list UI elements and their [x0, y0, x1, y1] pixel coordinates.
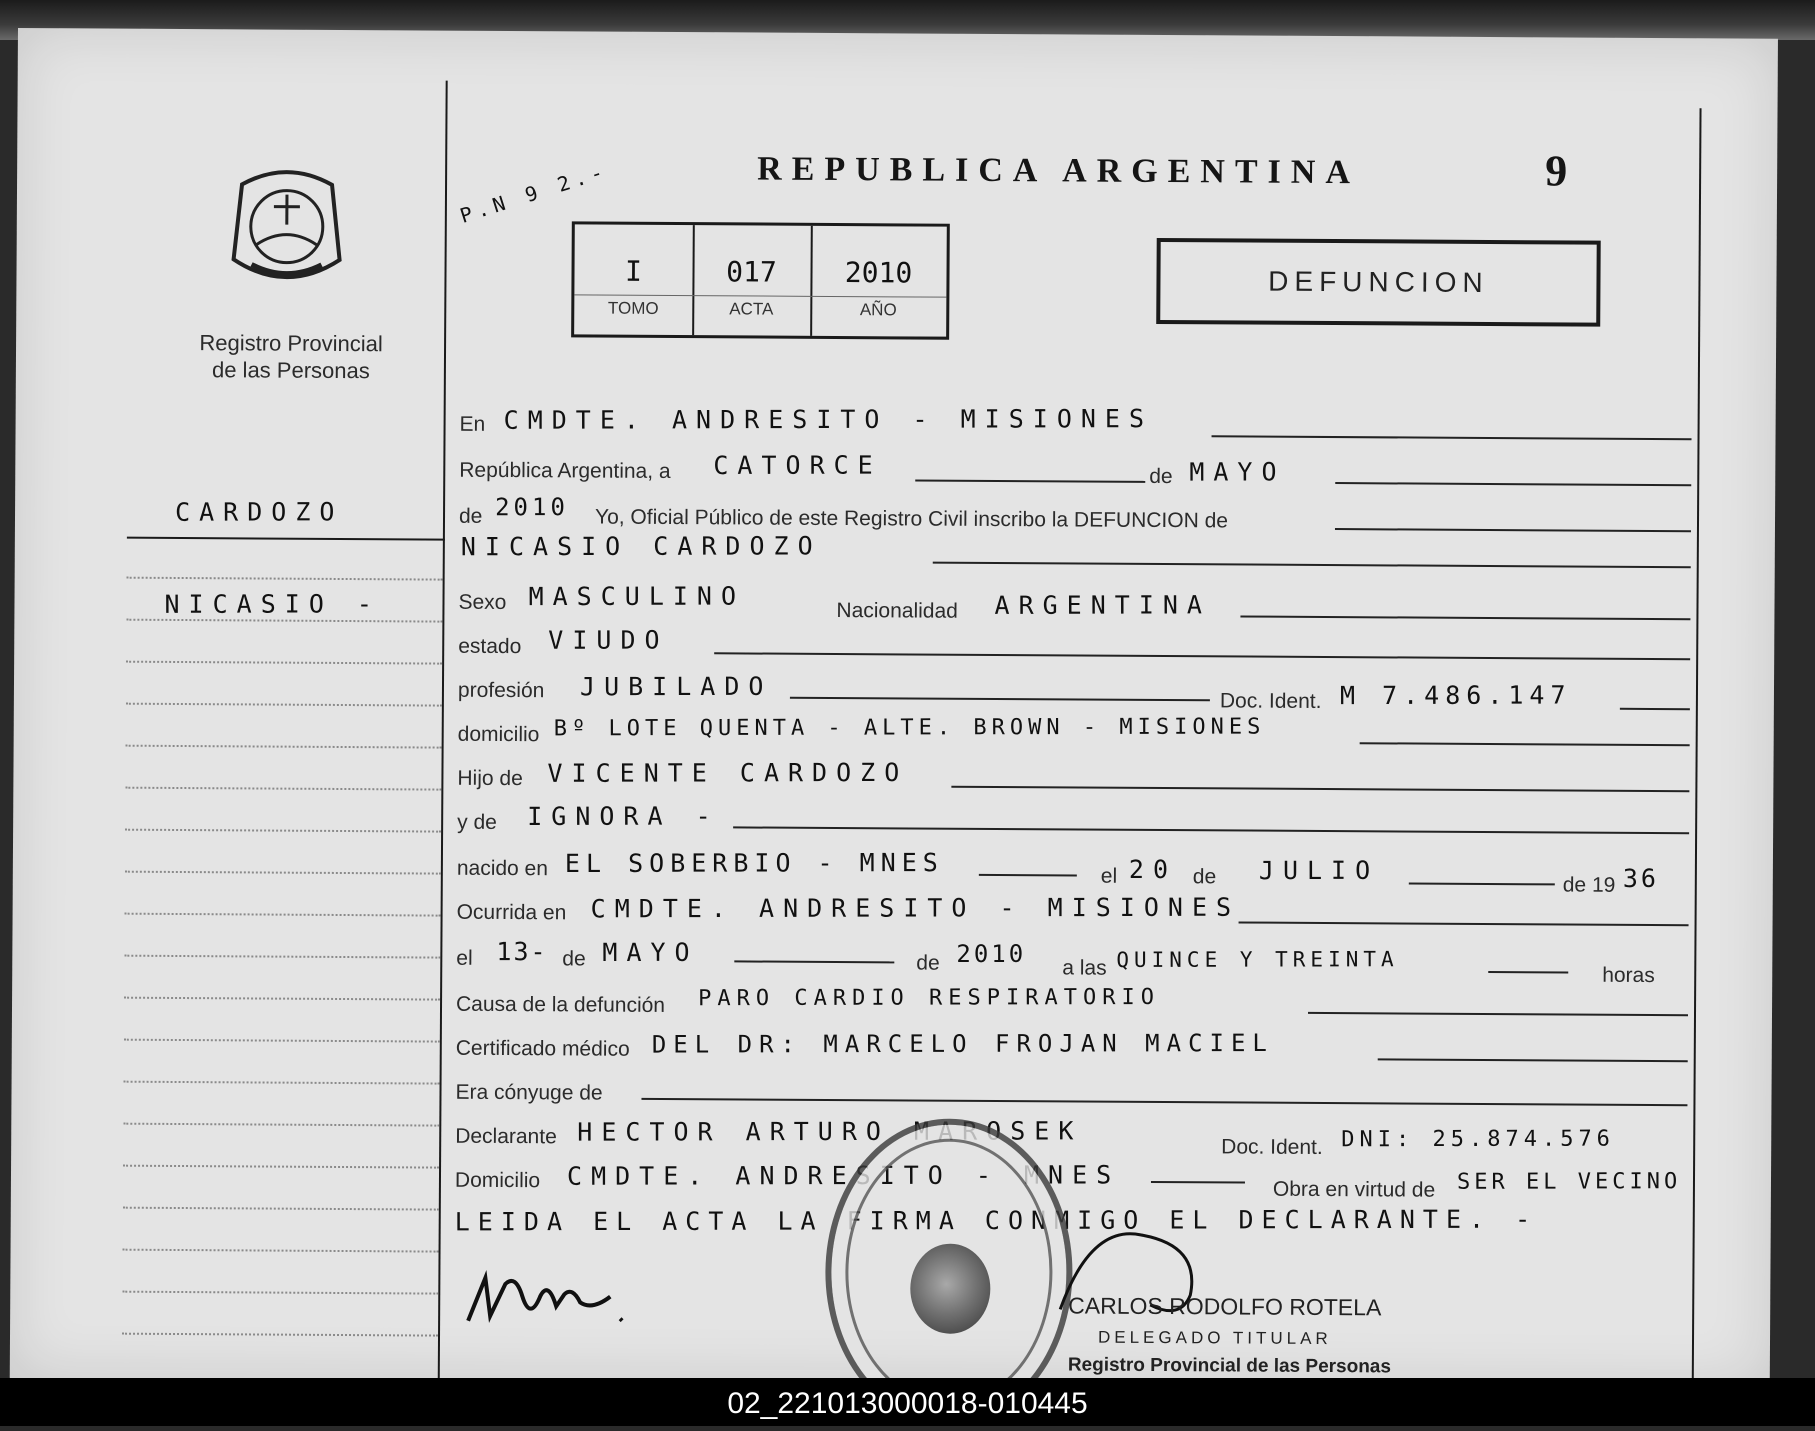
value-obra: SER EL VECINO	[1457, 1169, 1681, 1195]
margin-dotted-rule	[126, 745, 442, 749]
label-nacido-en: nacido en	[457, 857, 548, 882]
margin-dotted-rule	[122, 1333, 438, 1337]
fill-rule	[1409, 883, 1555, 886]
value-nac-dia: 20	[1129, 855, 1177, 884]
label-doc-ident: Doc. Ident.	[1220, 689, 1322, 714]
registry-name	[176, 329, 406, 384]
label-de-def-anio: de	[916, 952, 940, 976]
margin-note: P.N 9 2.-	[457, 158, 610, 227]
margin-dotted-rule	[124, 1039, 440, 1043]
fill-rule	[790, 697, 1210, 702]
officer-office: Registro Provincial de las Personas	[1068, 1354, 1391, 1378]
registry-reference-box	[571, 221, 950, 339]
margin-divider	[438, 81, 448, 1381]
value-dia: CATORCE	[713, 451, 881, 480]
value-domicilio: Bº LOTE QUENTA - ALTE. BROWN - MISIONES	[554, 715, 1266, 742]
value-def-dia: 13-	[496, 937, 547, 966]
label-a-las: a las	[1062, 956, 1107, 980]
value-fallecido: NICASIO CARDOZO	[461, 531, 822, 561]
label-obra: Obra en virtud de	[1273, 1178, 1435, 1203]
label-en: En	[460, 413, 486, 437]
label-y-de: y de	[457, 811, 497, 835]
value-certificado: DEL DR: MARCELO FROJAN MACIEL	[652, 1029, 1274, 1059]
margin-dotted-rule	[126, 703, 442, 707]
label-de-19: de 19	[1563, 873, 1616, 897]
label-conyuge: Era cónyuge de	[455, 1081, 602, 1106]
registry-name-line2: de las Personas	[176, 356, 406, 384]
label-yo: Yo, Oficial Público de este Registro Civil inscribo la DEFUNCION de	[595, 506, 1228, 534]
fill-rule	[1378, 1058, 1688, 1062]
fill-rule	[979, 874, 1077, 877]
label-domicilio: domicilio	[458, 723, 540, 747]
cell-divider	[692, 295, 810, 297]
anio-label: AÑO	[810, 300, 946, 321]
margin-dotted-rule	[123, 1207, 439, 1211]
tomo-value: I	[574, 254, 692, 288]
footer-bar	[0, 1378, 1815, 1426]
officer-title: DELEGADO TITULAR	[1098, 1328, 1332, 1349]
value-mes: MAYO	[1189, 457, 1285, 486]
label-horas: horas	[1602, 964, 1655, 988]
value-declarante-dom: CMDTE. ANDRESITO - MNES	[567, 1160, 1120, 1190]
value-nacido-en: EL SOBERBIO - MNES	[565, 848, 944, 878]
label-el-nac: el	[1101, 865, 1118, 889]
fill-rule	[1360, 742, 1690, 746]
fill-rule	[915, 479, 1145, 482]
fill-rule	[1212, 435, 1692, 440]
label-de-anio: de	[459, 505, 483, 529]
label-de-mes: de	[1149, 465, 1173, 489]
margin-surname: CARDOZO	[175, 497, 343, 526]
margin-dotted-rule	[124, 1081, 440, 1085]
fill-rule	[1239, 921, 1689, 926]
page-number: 9	[1545, 145, 1567, 196]
label-sexo: Sexo	[458, 591, 506, 615]
margin-dotted-rule	[127, 577, 443, 581]
margin-dotted-rule	[125, 829, 441, 833]
value-madre: IGNORA -	[527, 801, 719, 831]
fill-rule	[1620, 708, 1690, 710]
value-nac-anio: 36	[1623, 864, 1659, 893]
value-anio: 2010	[495, 493, 569, 521]
label-domicilio-declarante: Domicilio	[455, 1169, 540, 1194]
fill-rule	[1488, 971, 1568, 973]
value-profesion: JUBILADO	[580, 672, 772, 702]
value-def-mes: MAYO	[602, 938, 698, 967]
margin-dotted-rule	[126, 661, 442, 665]
margin-given-name: NICASIO -	[164, 589, 381, 619]
label-declarante: Declarante	[455, 1125, 557, 1150]
record-type-box: DEFUNCION	[1156, 238, 1601, 327]
value-nacionalidad: ARGENTINA	[994, 590, 1211, 620]
fill-rule	[734, 960, 894, 963]
fill-rule	[1335, 528, 1691, 532]
declarant-signature-icon	[460, 1266, 680, 1337]
value-declarante: HECTOR ARTURO MAROSEK	[577, 1116, 1082, 1146]
page-title: REPUBLICA ARGENTINA	[757, 151, 1360, 193]
fill-rule	[951, 786, 1689, 793]
value-causa: PARO CARDIO RESPIRATORIO	[698, 985, 1160, 1011]
label-estado: estado	[458, 635, 521, 659]
value-padre: VICENTE CARDOZO	[547, 758, 908, 788]
fill-rule	[933, 562, 1691, 569]
margin-dotted-rule	[125, 871, 441, 875]
margin-dotted-rule	[123, 1249, 439, 1253]
fill-rule	[1240, 615, 1690, 620]
margin-dotted-rule	[124, 955, 440, 959]
value-def-hora: QUINCE Y TREINTA	[1116, 947, 1398, 972]
label-nacionalidad: Nacionalidad	[836, 599, 958, 624]
tomo-cell	[574, 224, 695, 335]
image-id: 02_221013000018-010445	[0, 1387, 1815, 1421]
value-declarante-doc: DNI: 25.874.576	[1341, 1127, 1615, 1153]
value-doc-ident: M 7.486.147	[1340, 680, 1572, 710]
label-certificado: Certificado médico	[456, 1037, 630, 1062]
fill-rule	[1335, 482, 1691, 486]
margin-header-rule	[127, 537, 445, 541]
acta-cell	[692, 225, 813, 336]
label-profesion: profesión	[458, 679, 545, 704]
acta-value: 017	[692, 255, 810, 289]
label-hijo-de: Hijo de	[457, 767, 523, 791]
right-border	[1692, 108, 1702, 1388]
acta-label: ACTA	[692, 299, 810, 320]
cell-divider	[810, 296, 946, 298]
provincial-seal-icon	[221, 164, 352, 290]
margin-dotted-rule	[125, 787, 441, 791]
value-estado: VIUDO	[548, 625, 668, 654]
value-sexo: MASCULINO	[529, 582, 746, 612]
officer-name: CARLOS RODOLFO ROTELA	[1068, 1292, 1381, 1321]
margin-dotted-rule	[126, 619, 442, 623]
cell-divider	[574, 294, 692, 296]
margin-dotted-rule	[122, 1291, 438, 1295]
label-republica: República Argentina, a	[459, 459, 670, 484]
certificate-page	[10, 28, 1778, 1389]
stamp-emblem-icon	[910, 1243, 991, 1333]
label-de-def: de	[562, 947, 586, 971]
value-closing: LEIDA EL ACTA LA FIRMA CONMIGO EL DECLARANTE. -	[455, 1205, 1538, 1237]
label-declarante-doc: Doc. Ident.	[1221, 1135, 1323, 1160]
margin-dotted-rule	[124, 997, 440, 1001]
value-nac-mes: JULIO	[1259, 856, 1379, 885]
fill-rule	[714, 652, 1690, 660]
fill-rule	[733, 826, 1689, 834]
label-causa: Causa de la defunción	[456, 993, 665, 1018]
registry-name-line1: Registro Provincial	[176, 329, 406, 357]
margin-dotted-rule	[123, 1123, 439, 1127]
margin-dotted-rule	[123, 1165, 439, 1169]
fill-rule	[1151, 1181, 1245, 1184]
fill-rule	[1308, 1012, 1688, 1016]
label-ocurrida-en: Ocurrida en	[457, 901, 567, 926]
value-ocurrida-en: CMDTE. ANDRESITO - MISIONES	[591, 893, 1240, 924]
label-de-nac: de	[1193, 865, 1217, 889]
label-el-def: el	[456, 947, 473, 971]
anio-cell	[810, 226, 947, 337]
anio-value: 2010	[810, 256, 946, 290]
value-def-anio: 2010	[956, 940, 1026, 968]
value-lugar: CMDTE. ANDRESITO - MISIONES	[504, 404, 1153, 435]
tomo-label: TOMO	[574, 298, 692, 319]
fill-rule	[641, 1098, 1687, 1106]
margin-dotted-rule	[125, 913, 441, 917]
